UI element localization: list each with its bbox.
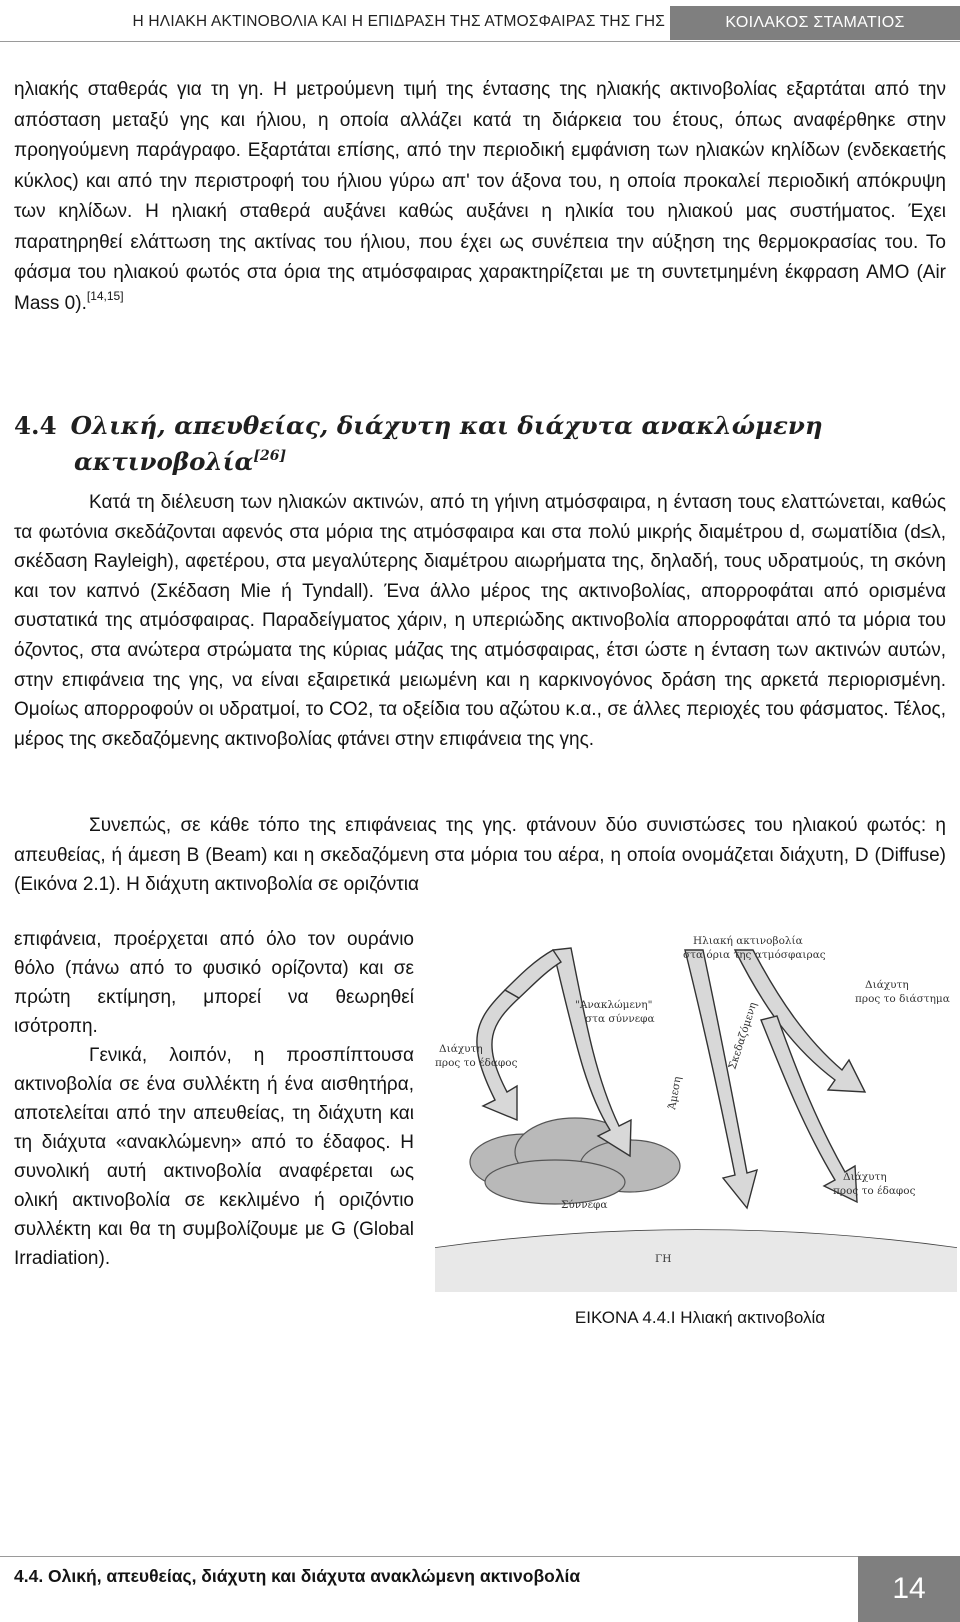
label-diffuse-space: Διάχυτη bbox=[865, 979, 909, 991]
intro-text: ηλιακής σταθεράς για τη γη. Η μετρούμενη τιμή της έντασης της ηλιακής ακτινοβολίας εξαρτάται από την απόσταση μεταξύ γης και ήλιου, η οποία αλλάζει κατά τη διάρκεια του έτους, όπως αναφέρθηκε στην προηγούμενη παράγραφο. Εξαρτάται επίσης, από την περιοδική εμφάνιση των ηλιακών κηλίδων (ενδεκαετής κύκλος) και από την περιστροφή του ήλιου γύρω απ' τον άξονα του, η οποία προκαλεί περιοδική απόκρυψη των κηλίδων. Η ηλιακή σταθερά αυξάνει καθώς αυξάνει η ηλικία του ηλιακού μας συστήματος. Έχει παρατηρηθεί ελάττωση της ακτίνας του ήλιου, που έχει ως συνέπεια την αύξηση της θερμοκρασίας του. Το φάσμα του ηλιακού φωτός στα όρια της ατμόσφαιρας χαρακτηρίζεται με τη συντετμημένη έκφραση AMO (Air Mass 0). bbox=[14, 79, 946, 314]
label-diffuse-ground-left: Διάχυτη bbox=[439, 1043, 483, 1055]
label-diffuse-space-2: προς το διάστημα bbox=[855, 993, 950, 1005]
paragraph-scattering-text: Κατά τη διέλευση των ηλιακών ακτινών, από τη γήινη ατμόσφαιρα, η ένταση τους ελαττώνεται, καθώς τα φωτόνια σκεδάζονται αφενός στα μόρια της ατμόσφαιρα και στα πολύ μικρής διαμέτρου d, σωματίδια (d≤λ, σκέδαση Rayleigh), αφετέρου, στα μεγαλύτερης διαμέτρου αιωρήματα της, δηλαδή, τους υδρατμούς, τη σκόνη και τον καπνό (Σκέδαση Mie ή Tyndall). Ένα άλλο μέρος της ακτινοβολίας, απορροφάται από ορισμένα συστατικά της ατμόσφαιρας. Παραδείγματος χάριν, η υπεριώδης ακτινοβολία απορροφάται από τα μόρια του όζοντος, στα ανώτερα στρώματα της κύριας μάζας της ατμόσφαιρας, έτσι ώστε η ένταση των ακτινών αυτών, στην επιφάνεια της γης, να είναι εξαιρετικά μειωμένη και η καρκινογόνος δράση της αρκετά περιορισμένη. Ομοίως απορροφούν οι υδρατμοί, το CO2, τα οξείδια του αζώτου κ.α., σε άλλες περιοχές του φάσματος. Τέλος, μέρος της σκεδαζόμενης ακτινοβολίας φτάνει στην επιφάνεια της γης. bbox=[14, 492, 946, 750]
label-diffuse-ground-right-2: προς το έδαφος bbox=[833, 1185, 916, 1197]
diffuse-space-arrow bbox=[735, 950, 865, 1092]
label-direct: Άμεση bbox=[666, 1075, 684, 1111]
paragraph-global-text: Γενικά, λοιπόν, η προσπίπτουσα ακτινοβολία σε ένα συλλέκτη ή ένα αισθητήρα, αποτελείται από την απευθείας, τη διάχυτη και τη διάχυτα «ανακλώμενη» από το έδαφος. Η συνολική αυτή ακτινοβολία αναφέρεται ως ολική ακτινοβολία σε κεκλιμένο ή οριζόντιο συλλέκτη και θα τη συμβολίζουμε με G (Global Irradiation). bbox=[14, 1045, 414, 1269]
reflected-cloud-arrow bbox=[477, 990, 519, 1120]
earth-fill bbox=[435, 1230, 957, 1292]
footer-section-title: 4.4. Ολική, απευθείας, διάχυτη και διάχυτα ανακλώμενη ακτινοβολία bbox=[14, 1566, 581, 1586]
section-number: 4.4 bbox=[14, 411, 57, 440]
left-column-text bbox=[14, 925, 414, 1273]
paragraph-components bbox=[14, 811, 946, 900]
section-title-line2: ακτινοβολία bbox=[74, 447, 254, 476]
running-header-title: Η ΗΛΙΑΚΗ ΑΚΤΙΝΟΒΟΛΙΑ ΚΑΙ Η ΕΠΙΔΡΑΣΗ ΤΗΣ ΑΤΜΟΣΦΑΙΡΑΣ ΤΗΣ ΓΗΣ bbox=[132, 13, 665, 30]
reflected-up-arrow bbox=[505, 950, 561, 998]
running-header-author: ΚΟΙΛΑΚΟΣ ΣΤΑΜΑΤΙΟΣ bbox=[670, 6, 960, 40]
page-number: 14 bbox=[858, 1556, 960, 1622]
direct-ground-arrow bbox=[685, 950, 760, 1208]
label-diffuse-ground-left-2: προς το έδαφος bbox=[435, 1057, 518, 1069]
footer-divider bbox=[0, 1556, 960, 1557]
intro-reference: [14,15] bbox=[86, 288, 124, 303]
label-reflected: "Ανακλώμενη" bbox=[575, 999, 653, 1011]
section-title-line1: Ολική, απευθείας, διάχυτη και διάχυτα ανακλώμενη bbox=[70, 411, 823, 440]
paragraph-components-text: Συνεπώς, σε κάθε τόπο της επιφάνειας της γης. φτάνουν δύο συνιστώσες του ηλιακού φωτός: η απευθείας, ή άμεση B (Beam) και η σκεδαζόμενη στα μόρια του αέρα, η οποία ονομάζεται διάχυτη, D (Diffuse) (Εικόνα 2.1). Η διάχυτη ακτινοβολία σε οριζόντια bbox=[14, 815, 946, 896]
label-earth: ΓΗ bbox=[655, 1253, 672, 1265]
label-clouds: Σύννεφα bbox=[561, 1199, 608, 1211]
section-reference: [26] bbox=[253, 448, 287, 464]
solar-radiation-figure bbox=[435, 930, 957, 1292]
label-solar-2: στα όρια της ατμόσφαιρας bbox=[683, 949, 826, 961]
label-reflected-2: στα σύννεφα bbox=[585, 1013, 655, 1025]
paragraph-scattering bbox=[14, 488, 946, 754]
label-diffuse-ground-right: Διάχυτη bbox=[843, 1171, 887, 1183]
cloud-shape bbox=[470, 1118, 680, 1204]
paragraph-diffuse-cont: επιφάνεια, προέρχεται από όλο τον ουράνιο θόλο (πάνω από το φυσικό ορίζοντα) και σε πρώτη εκτίμηση, μπορεί να θεωρηθεί ισότροπη. bbox=[14, 929, 414, 1037]
figure-caption: ΕΙΚΟΝΑ 4.4.Ι Ηλιακή ακτινοβολία bbox=[574, 1308, 826, 1327]
label-scattered: Σκεδαζόμενη bbox=[726, 1000, 760, 1071]
intro-paragraph bbox=[14, 75, 946, 319]
paragraph-global bbox=[14, 1041, 414, 1273]
header-divider bbox=[0, 41, 960, 42]
section-heading bbox=[14, 408, 914, 480]
label-solar: Ηλιακή ακτινοβολία bbox=[693, 935, 803, 947]
